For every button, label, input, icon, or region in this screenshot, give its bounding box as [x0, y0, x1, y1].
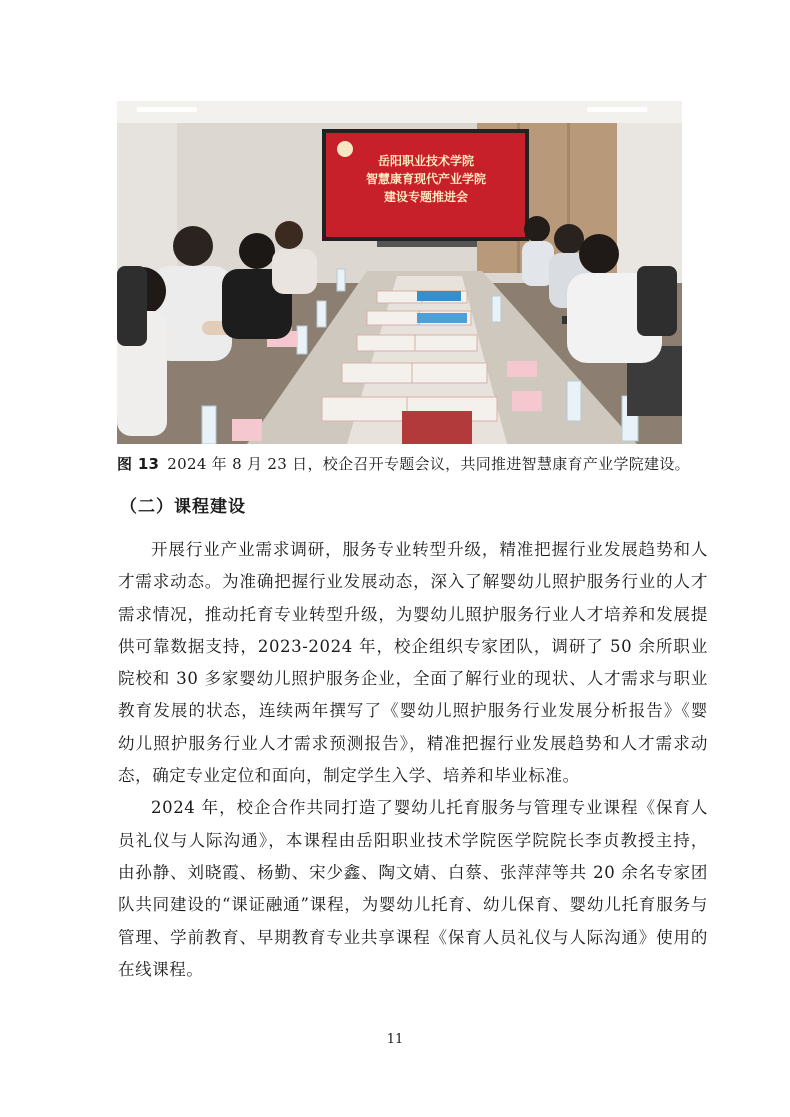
section-heading: （二）课程建设	[120, 497, 246, 517]
screen-line-2: 智慧康育现代产业学院	[365, 172, 487, 186]
page-number: 11	[386, 1032, 404, 1047]
meeting-photo	[117, 101, 682, 444]
screen-line-1: 岳阳职业技术学院	[377, 154, 475, 168]
paragraph-2: 2024 年，校企合作共同打造了婴幼儿托育服务与管理专业课程《保育人员礼仪与人际沟通》，本课程由岳阳职业技术学院医学院院长李贞教授主持，由孙静、刘晓霞、杨勤、宋少鑫、陶文婧、白蔡、张萍萍等共 20 余名专家团队共同建设的“课证融通”课程，为婴幼儿托育、幼儿保育、婴幼儿托育服务与管理、学前教育、早期教育专业共享课程《保育人员礼仪与人际沟通》使用的在线课程。	[118, 798, 708, 979]
body-text	[118, 534, 708, 986]
screen-line-3: 建设专题推进会	[383, 190, 469, 204]
meeting-photo-illustration	[117, 101, 682, 444]
paragraph-1: 开展行业产业需求调研，服务专业转型升级，精准把握行业发展趋势和人才需求动态。为准确把握行业发展动态，深入了解婴幼儿照护服务行业的人才需求情况，推动托育专业转型升级，为婴幼儿照护服务行业人才培养和发展提供可靠数据支持，2023-2024 年，校企组织专家团队，调研了 50 余所职业院校和 30 多家婴幼儿照护服务企业，全面了解行业的现状、人才需求与职业教育发展的状态，连续两年撰写了《婴幼儿照护服务行业发展分析报告》《婴幼儿照护服务行业人才需求预测报告》，精准把握行业发展趋势和人才需求动态，确定专业定位和面向，制定学生入学、培养和毕业标准。	[118, 540, 708, 786]
figure-caption-text: 2024 年 8 月 23 日，校企召开专题会议，共同推进智慧康育产业学院建设。	[167, 455, 690, 473]
figure-caption-label: 图 13	[117, 455, 160, 473]
figure-caption	[117, 452, 717, 476]
